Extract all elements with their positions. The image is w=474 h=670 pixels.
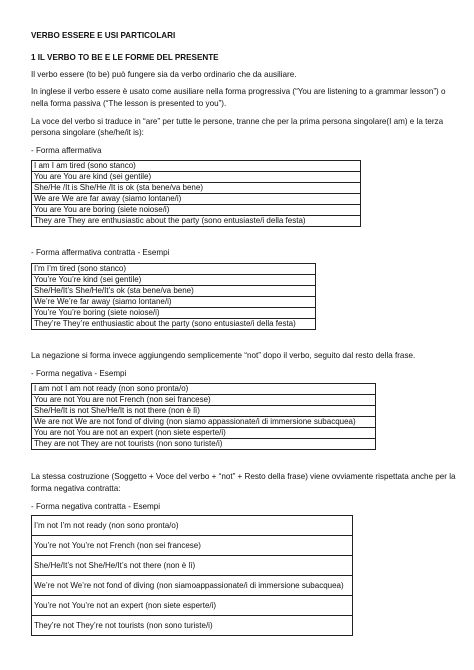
paragraph-1: Il verbo essere (to be) può fungere sia da verbo ordinario che da ausiliare. (31, 70, 297, 79)
table-cell: You’re not You’re not an expert (non siete esperte/i) (32, 596, 353, 616)
table-row (32, 172, 361, 183)
table-row (32, 406, 376, 417)
table-cell: I am not I am not ready (non sono pronta/o) (32, 384, 376, 395)
table-cell: She/He /It is She/He /It is ok (sta bene/va bene) (32, 183, 361, 194)
table-cell: We are We are far away (siamo lontane/i) (32, 194, 361, 205)
table-cell: You’re not You’re not French (non sei francese) (32, 536, 353, 556)
table-cell: You are not You are not an expert (non siete esperte/i) (32, 428, 376, 439)
table-cell: I’m I’m tired (sono stanco) (32, 264, 316, 275)
negative-table (31, 383, 376, 450)
table-cell: You are not You are not French (non sei francese) (32, 395, 376, 406)
table-cell: She/He/It is not She/He/It is not there (non è lì) (32, 406, 376, 417)
table-cell: They’re not They’re not tourists (non sono turiste/i) (32, 616, 353, 636)
paragraph-3-line-1: La voce del verbo si traduce in “are” per tutte le persone, tranne che per la prima persona singolare(I am) e la terza (31, 117, 444, 126)
paragraph-5-line-2: forma negativa contratta: (31, 484, 121, 493)
table-cell: She/He/It’s She/He/It’s ok (sta bene/va bene) (32, 286, 316, 297)
affirmative-label: - Forma affermativa (31, 146, 102, 155)
table-row (32, 161, 361, 172)
table-row (32, 319, 316, 330)
affirmative-contracted-label: - Forma affermativa contratta - Esempi (31, 248, 170, 257)
table-cell: You’re You’re kind (sei gentile) (32, 275, 316, 286)
table-cell: They’re They’re enthusiastic about the party (sono entusiaste/i della festa) (32, 319, 316, 330)
table-row (32, 286, 316, 297)
table-row (32, 428, 376, 439)
paragraph-4: La negazione si forma invece aggiungendo semplicemente “not” dopo il verbo, seguito dal resto della frase. (31, 351, 416, 360)
document-title: VERBO ESSERE E USI PARTICOLARI (31, 31, 176, 40)
table-cell: We’re not We’re not fond of diving (non siamoappassionate/i di immersione subacquea) (32, 576, 353, 596)
table-row (32, 297, 316, 308)
negative-label: - Forma negativa - Esempi (31, 369, 127, 378)
section-heading: 1 IL VERBO TO BE E LE FORME DEL PRESENTE (31, 53, 219, 62)
table-row (32, 395, 376, 406)
affirmative-table (31, 160, 361, 227)
table-row (32, 556, 353, 576)
table-cell: She/He/It’s not She/He/It’s not there (non è lì) (32, 556, 353, 576)
table-row (32, 384, 376, 395)
table-row (32, 616, 353, 636)
table-cell: You’re You’re boring (siete noiose/i) (32, 308, 316, 319)
table-cell: They are not They are not tourists (non sono turiste/i) (32, 439, 376, 450)
table-cell: I’m not I’m not ready (non sono pronta/o) (32, 516, 353, 536)
table-cell: You are You are kind (sei gentile) (32, 172, 361, 183)
table-cell: We’re We’re far away (siamo lontane/i) (32, 297, 316, 308)
table-row (32, 264, 316, 275)
table-row (32, 308, 316, 319)
paragraph-3-line-2: persona singolare (she/he/it is): (31, 128, 144, 137)
table-row (32, 194, 361, 205)
table-row (32, 596, 353, 616)
paragraph-2-line-2: nella forma passiva (“The lesson is presented to you”). (31, 99, 227, 108)
table-row (32, 205, 361, 216)
table-row (32, 516, 353, 536)
table-cell: You are You are boring (siete noiose/i) (32, 205, 361, 216)
paragraph-5-line-1: La stessa costruzione (Soggetto + Voce del verbo + “not” + Resto della frase) viene ovviamente rispettata anche per la (31, 472, 456, 481)
table-cell: They are They are enthusiastic about the party (sono entusiaste/i della festa) (32, 216, 361, 227)
negative-contracted-table (31, 515, 353, 636)
table-row (32, 275, 316, 286)
table-row (32, 216, 361, 227)
affirmative-contracted-table (31, 263, 316, 330)
paragraph-2-line-1: In inglese il verbo essere è usato come ausiliare nella forma progressiva (“You are listening to a grammar lesson”) o (31, 87, 446, 96)
table-row (32, 183, 361, 194)
table-row (32, 576, 353, 596)
table-row (32, 417, 376, 428)
table-row (32, 536, 353, 556)
table-cell: We are not We are not fond of diving (non siamo appassionate/i di immersione subacquea) (32, 417, 376, 428)
table-cell: I am I am tired (sono stanco) (32, 161, 361, 172)
table-row (32, 439, 376, 450)
negative-contracted-label: - Forma negativa contratta - Esempi (31, 502, 161, 511)
